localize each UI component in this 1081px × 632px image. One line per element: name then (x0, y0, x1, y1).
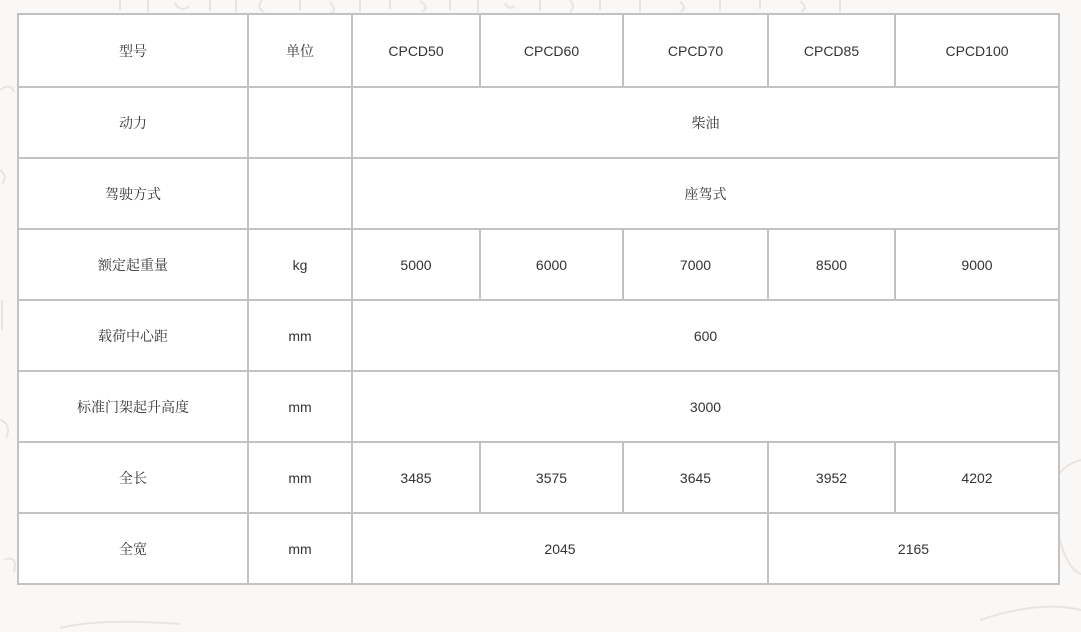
header-model-cpcd50: CPCD50 (352, 14, 480, 87)
row-label: 动力 (18, 87, 248, 158)
row-value: 5000 (352, 229, 480, 300)
row-label: 驾驶方式 (18, 158, 248, 229)
row-unit: mm (248, 442, 352, 513)
row-span-value: 600 (352, 300, 1059, 371)
row-value: 7000 (623, 229, 768, 300)
row-span-value: 柴油 (352, 87, 1059, 158)
table-row-load-center (18, 300, 1059, 371)
table-row-power (18, 87, 1059, 158)
header-model-cpcd85: CPCD85 (768, 14, 895, 87)
table-row-mast-height (18, 371, 1059, 442)
row-value: 3952 (768, 442, 895, 513)
row-unit (248, 158, 352, 229)
row-label: 额定起重量 (18, 229, 248, 300)
row-span-value: 3000 (352, 371, 1059, 442)
row-value: 6000 (480, 229, 623, 300)
row-value: 3645 (623, 442, 768, 513)
row-value: 4202 (895, 442, 1059, 513)
row-span-value-right: 2165 (768, 513, 1059, 584)
row-unit: mm (248, 371, 352, 442)
row-span-value: 座驾式 (352, 158, 1059, 229)
header-model-label: 型号 (18, 14, 248, 87)
table-row-length (18, 442, 1059, 513)
header-unit-label: 单位 (248, 14, 352, 87)
row-value: 8500 (768, 229, 895, 300)
header-model-cpcd70: CPCD70 (623, 14, 768, 87)
table-row-capacity (18, 229, 1059, 300)
row-label: 载荷中心距 (18, 300, 248, 371)
table-row-driving (18, 158, 1059, 229)
row-label: 标准门架起升高度 (18, 371, 248, 442)
row-unit: mm (248, 300, 352, 371)
spec-table-container (17, 13, 1060, 585)
row-span-value-left: 2045 (352, 513, 768, 584)
header-model-cpcd60: CPCD60 (480, 14, 623, 87)
row-value: 3575 (480, 442, 623, 513)
row-unit: kg (248, 229, 352, 300)
row-label: 全长 (18, 442, 248, 513)
row-unit: mm (248, 513, 352, 584)
forklift-spec-table (17, 13, 1060, 585)
table-row-header (18, 14, 1059, 87)
row-value: 3485 (352, 442, 480, 513)
row-label: 全宽 (18, 513, 248, 584)
row-value: 9000 (895, 229, 1059, 300)
row-unit (248, 87, 352, 158)
header-model-cpcd100: CPCD100 (895, 14, 1059, 87)
table-row-width (18, 513, 1059, 584)
